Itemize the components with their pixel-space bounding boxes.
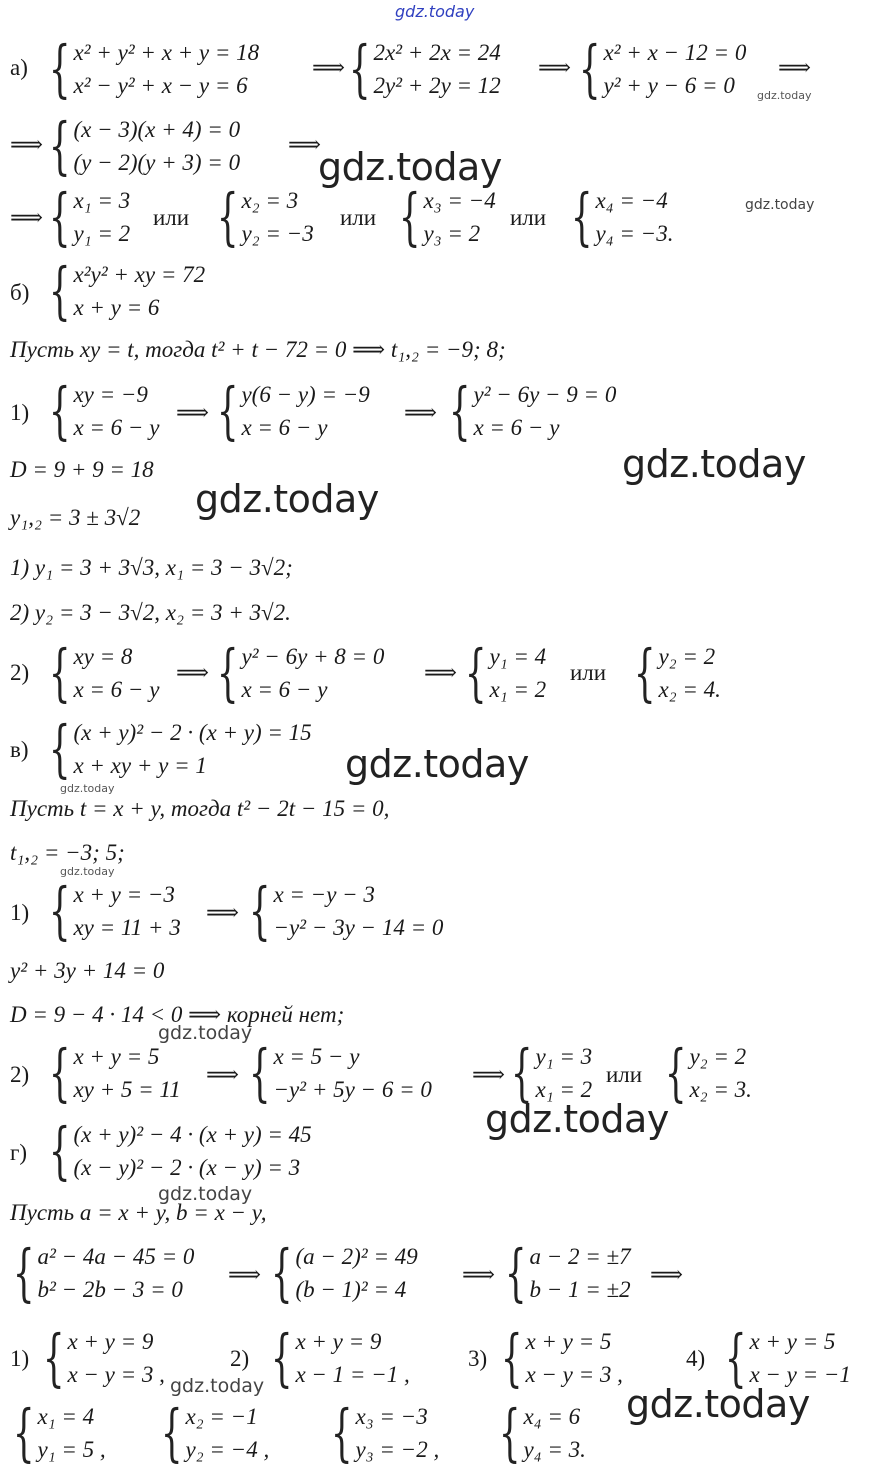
brace: { <box>464 636 487 709</box>
brace: { <box>633 636 656 709</box>
implies-arrow: ⟹ <box>206 1062 239 1087</box>
equation: xy = 8 <box>73 644 133 669</box>
equation: x + y = 9 <box>67 1329 154 1354</box>
equation: x − 1 = −1 , <box>295 1362 410 1387</box>
watermark-top: gdz.today <box>395 2 475 21</box>
equation: x = 5 − y <box>273 1044 360 1069</box>
equation: y₁ = 2 <box>73 221 131 246</box>
equation: y₄ = −3. <box>595 221 674 246</box>
system <box>262 1321 410 1394</box>
equation: x + y = 6 <box>73 295 160 320</box>
case-label: 3) <box>468 1346 488 1371</box>
system <box>40 109 241 182</box>
brace: { <box>330 1396 353 1469</box>
equation: x² − y² + x − y = 6 <box>73 73 248 98</box>
discriminant: D = 9 + 9 = 18 <box>10 457 154 482</box>
equation: x + xy + y = 1 <box>73 753 207 778</box>
equation: y₁ = 3 <box>535 1044 593 1069</box>
system <box>40 874 181 947</box>
brace: { <box>510 1036 533 1109</box>
brace: { <box>48 180 71 253</box>
system <box>40 712 312 785</box>
equation: x² + x − 12 = 0 <box>603 40 747 65</box>
brace: { <box>664 1036 687 1109</box>
implies-arrow: ⟹ <box>472 1062 505 1087</box>
system <box>656 1036 752 1109</box>
part-label: б) <box>10 280 30 305</box>
equation: x² + y² + x + y = 18 <box>73 40 260 65</box>
brace: { <box>48 254 71 327</box>
or-word: или <box>510 205 547 230</box>
equation: y(6 − y) = −9 <box>241 382 370 407</box>
case-label: 2) <box>10 1062 30 1087</box>
watermark: gdz.today <box>345 742 529 786</box>
equation: x = 6 − y <box>473 415 560 440</box>
system <box>40 636 160 709</box>
system <box>34 1321 165 1394</box>
brace: { <box>48 636 71 709</box>
brace: { <box>12 1236 35 1309</box>
system <box>322 1396 440 1469</box>
watermark: gdz.today <box>60 782 115 795</box>
brace: { <box>48 32 71 105</box>
watermark: gdz.today <box>158 1022 253 1044</box>
discriminant: D = 9 − 4 · 14 < 0 ⟹ корней нет; <box>10 1002 345 1027</box>
equation: y₂ = −3 <box>241 221 314 246</box>
equation: y₂ = −4 , <box>185 1437 270 1462</box>
equation: x + y = −3 <box>73 882 175 907</box>
equation: y₂ = 2 <box>689 1044 747 1069</box>
equation: y² − 6y − 9 = 0 <box>473 382 617 407</box>
system <box>502 1036 593 1109</box>
equation: −y² + 5y − 6 = 0 <box>273 1077 432 1102</box>
watermark: gdz.today <box>622 442 806 486</box>
brace: { <box>270 1321 293 1394</box>
equation: x₁ = 2 <box>489 677 547 702</box>
brace: { <box>48 109 71 182</box>
substitution-line: Пусть t = x + y, тогда t² − 2t − 15 = 0, <box>10 796 390 821</box>
watermark: gdz.today <box>757 89 812 102</box>
substitution-line: Пусть xy = t, тогда t² + t − 72 = 0 ⟹ t₁,₂ = −9; 8; <box>10 337 506 362</box>
brace: { <box>578 32 601 105</box>
equation: x + y = 9 <box>295 1329 382 1354</box>
equation: x − y = 3 , <box>67 1362 165 1387</box>
part-label: в) <box>10 737 29 762</box>
equation: x + y = 5 <box>73 1044 160 1069</box>
equation: x₃ = −4 <box>423 188 496 213</box>
implies-arrow: ⟹ <box>462 1262 495 1287</box>
system <box>40 180 131 253</box>
equation: y² − 6y + 8 = 0 <box>241 644 385 669</box>
or-word: или <box>153 205 190 230</box>
implies-arrow: ⟹ <box>176 660 209 685</box>
equation: x − y = 3 , <box>525 1362 623 1387</box>
system <box>208 180 314 253</box>
equation: x₂ = −1 <box>185 1404 258 1429</box>
brace: { <box>248 874 271 947</box>
equation: (a − 2)² = 49 <box>295 1244 418 1269</box>
roots: t₁,₂ = −3; 5; <box>10 840 125 865</box>
system <box>716 1321 851 1394</box>
system <box>496 1236 631 1309</box>
equation: a − 2 = ±7 <box>529 1244 631 1269</box>
implies-arrow: ⟹ <box>538 55 571 80</box>
or-word: или <box>606 1062 643 1087</box>
system <box>40 1036 181 1109</box>
system <box>4 1236 195 1309</box>
implies-arrow: ⟹ <box>228 1262 261 1287</box>
equation: y₁ = 5 , <box>37 1437 106 1462</box>
equation: (x + y)² − 4 · (x + y) = 45 <box>73 1122 312 1147</box>
brace: { <box>570 180 593 253</box>
watermark: gdz.today <box>170 1375 265 1397</box>
implies-arrow: ⟹ <box>312 55 345 80</box>
brace: { <box>216 636 239 709</box>
equation: xy + 5 = 11 <box>73 1077 181 1102</box>
system <box>492 1321 623 1394</box>
implies-arrow: ⟹ <box>288 132 321 157</box>
watermark: gdz.today <box>485 1097 669 1141</box>
brace: { <box>448 374 471 447</box>
implies-arrow: ⟹ <box>206 900 239 925</box>
equation: b − 1 = ±2 <box>529 1277 631 1302</box>
system <box>40 254 206 327</box>
equation: x₂ = 3. <box>689 1077 752 1102</box>
root-line: 2) y₂ = 3 − 3√2, x₂ = 3 + 3√2. <box>10 600 291 625</box>
system <box>40 32 260 105</box>
brace: { <box>348 32 371 105</box>
brace: { <box>48 374 71 447</box>
system <box>208 636 385 709</box>
brace: { <box>270 1236 293 1309</box>
system <box>40 374 160 447</box>
equation: xy = 11 + 3 <box>73 915 181 940</box>
system <box>340 32 501 105</box>
brace: { <box>48 874 71 947</box>
equation: y₂ = 2 <box>658 644 716 669</box>
brace: { <box>12 1396 35 1469</box>
equation: x₄ = −4 <box>595 188 668 213</box>
system <box>456 636 547 709</box>
part-label: а) <box>10 55 28 80</box>
case-label: 1) <box>10 1346 30 1371</box>
equation: y₃ = 2 <box>423 221 481 246</box>
equation: (b − 1)² = 4 <box>295 1277 407 1302</box>
equation: y₄ = 3. <box>523 1437 586 1462</box>
equation: y₃ = −2 , <box>355 1437 440 1462</box>
system <box>240 874 444 947</box>
equation: x₃ = −3 <box>355 1404 428 1429</box>
equation: y² + y − 6 = 0 <box>603 73 735 98</box>
brace: { <box>216 180 239 253</box>
equation: x = 6 − y <box>241 677 328 702</box>
root-line: 1) y₁ = 3 + 3√3, x₁ = 3 − 3√2; <box>10 555 293 580</box>
system <box>152 1396 270 1469</box>
equation: 2x² + 2x = 24 <box>373 40 501 65</box>
equation: x + y = 5 <box>525 1329 612 1354</box>
implies-arrow: ⟹ <box>778 55 811 80</box>
substitution-line: Пусть a = x + y, b = x − y, <box>10 1200 267 1225</box>
watermark: gdz.today <box>626 1382 810 1426</box>
equation: x₄ = 6 <box>523 1404 581 1429</box>
system <box>440 374 617 447</box>
equation: x₁ = 3 <box>73 188 131 213</box>
watermark: gdz.today <box>318 145 502 189</box>
implies-arrow: ⟹ <box>10 132 43 157</box>
brace: { <box>498 1396 521 1469</box>
equation: b² − 2b − 3 = 0 <box>37 1277 183 1302</box>
watermark: gdz.today <box>60 865 115 878</box>
or-word: или <box>570 660 607 685</box>
case-label: 1) <box>10 900 30 925</box>
equation: x + y = 5 <box>749 1329 836 1354</box>
case-label: 4) <box>686 1346 706 1371</box>
system <box>240 1036 432 1109</box>
brace: { <box>48 1114 71 1187</box>
equation: x²y² + xy = 72 <box>73 262 206 287</box>
brace: { <box>42 1321 65 1394</box>
equation: xy = −9 <box>73 382 148 407</box>
system <box>625 636 721 709</box>
equation: (x − y)² − 2 · (x − y) = 3 <box>73 1155 301 1180</box>
implies-arrow: ⟹ <box>424 660 457 685</box>
case-label: 2) <box>230 1346 250 1371</box>
part-label: г) <box>10 1140 28 1165</box>
equation: (x − 3)(x + 4) = 0 <box>73 117 241 142</box>
equation: x₂ = 4. <box>658 677 721 702</box>
equation: 2y² + 2y = 12 <box>373 73 501 98</box>
equation: x = 6 − y <box>241 415 328 440</box>
system <box>4 1396 106 1469</box>
or-word: или <box>340 205 377 230</box>
system <box>562 180 674 253</box>
equation: x = 6 − y <box>73 415 160 440</box>
watermark: gdz.today <box>745 197 815 213</box>
equation: x₁ = 2 <box>535 1077 593 1102</box>
implies-arrow: ⟹ <box>650 1262 683 1287</box>
equation: x = −y − 3 <box>273 882 375 907</box>
system <box>262 1236 418 1309</box>
equation: y² + 3y + 14 = 0 <box>10 958 165 983</box>
equation: (y − 2)(y + 3) = 0 <box>73 150 241 175</box>
equation: y₁ = 4 <box>489 644 547 669</box>
system <box>390 180 496 253</box>
implies-arrow: ⟹ <box>176 400 209 425</box>
equation: x = 6 − y <box>73 677 160 702</box>
brace: { <box>216 374 239 447</box>
equation: x₂ = 3 <box>241 188 299 213</box>
brace: { <box>48 1036 71 1109</box>
watermark: gdz.today <box>158 1183 253 1205</box>
implies-arrow: ⟹ <box>10 205 43 230</box>
case-label: 2) <box>10 660 30 685</box>
brace: { <box>504 1236 527 1309</box>
equation: −y² − 3y − 14 = 0 <box>273 915 444 940</box>
brace: { <box>248 1036 271 1109</box>
brace: { <box>500 1321 523 1394</box>
case-label: 1) <box>10 400 30 425</box>
brace: { <box>48 712 71 785</box>
system <box>570 32 747 105</box>
equation: a² − 4a − 45 = 0 <box>37 1244 195 1269</box>
brace: { <box>724 1321 747 1394</box>
system <box>490 1396 586 1469</box>
implies-arrow: ⟹ <box>404 400 437 425</box>
brace: { <box>398 180 421 253</box>
roots: y₁,₂ = 3 ± 3√2 <box>10 505 141 530</box>
brace: { <box>160 1396 183 1469</box>
equation: x − y = −1 <box>749 1362 851 1387</box>
system <box>40 1114 312 1187</box>
watermark: gdz.today <box>195 477 379 521</box>
equation: x₁ = 4 <box>37 1404 95 1429</box>
system <box>208 374 370 447</box>
equation: (x + y)² − 2 · (x + y) = 15 <box>73 720 312 745</box>
